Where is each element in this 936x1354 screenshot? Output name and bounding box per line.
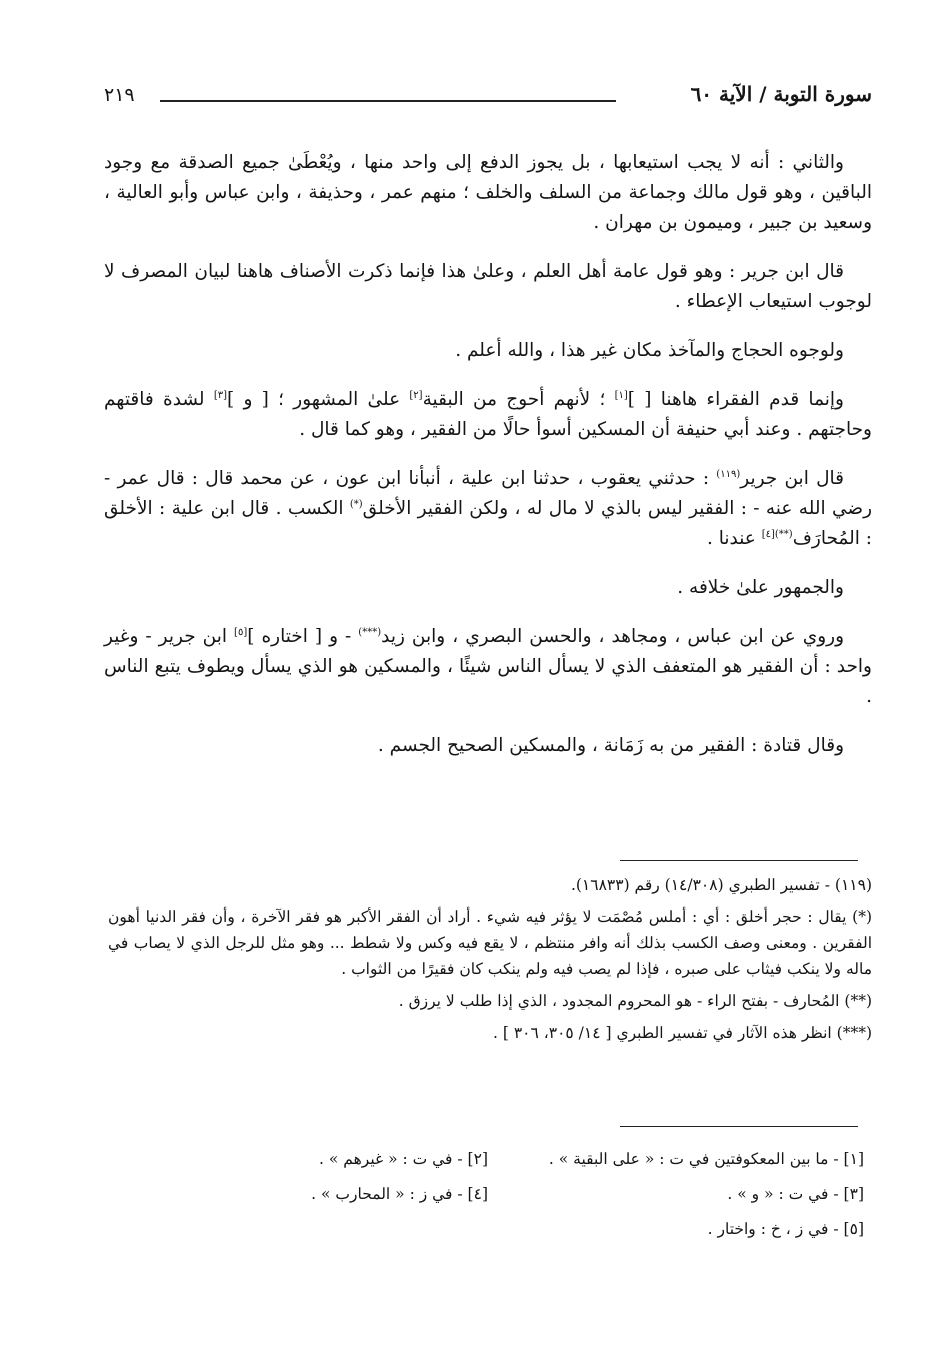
paragraph-7-text-b: - و [ اختاره ] [247, 626, 359, 647]
footnote-119: (١١٩) - تفسير الطبري (١٤/٣٠٨) رقم (١٦٨٣٣). [570, 876, 872, 894]
footnote-marker-triple-star: (***) [358, 626, 382, 638]
variant-marker-5: [٥] [234, 626, 248, 638]
footnote-double-star: (**) المُحارف - بفتح الراء - هو المحروم المجدود ، الذي إذا طلب لا يرزق . [398, 992, 872, 1010]
page-header [100, 78, 872, 114]
paragraph-3: ولوجوه الحجاج والمآخذ مكان غير هذا ، والله أعلم . [455, 340, 844, 361]
paragraph-5-text-a: قال ابن جرير [740, 468, 844, 489]
variant-2: [٢] - في ت : « غيرهم » . [319, 1150, 488, 1168]
paragraph-5-text-b: : حدثني يعقوب ، حدثنا ابن علية ، أنبأنا ابن عون ، عن محمد قال : قال عمر - رضي الله عنه - : الفقير ليس بالذي لا مال له ، ولكن الفقير الأخلق [104, 468, 872, 519]
paragraph-5 [104, 464, 872, 554]
paragraph-7 [104, 622, 872, 712]
paragraph-4 [104, 385, 872, 445]
footnote-triple-star: (***) انظر هذه الآثار في تفسير الطبري [ ١٤/ ٣٠٥، ٣٠٦ ] . [493, 1024, 872, 1042]
footnote-separator [620, 860, 858, 861]
paragraph-4-text-a: وإنما قدم الفقراء هاهنا [ ] [627, 389, 844, 410]
paragraph-4-text-d: لشدة فاقتهم وحاجتهم . وعند أبي حنيفة أن المسكين أسوأ حالًا من الفقير ، وهو كما قال . [104, 389, 872, 440]
variant-marker-2: [٢] [409, 389, 423, 401]
paragraph-7-text-a: وروي عن ابن عباس ، ومجاهد ، والحسن البصري ، وابن زيد [381, 626, 844, 647]
paragraph-5-text-d: عندنا . [706, 528, 762, 549]
page-number: ٢١٩ [104, 84, 135, 106]
footnotes [108, 872, 872, 1052]
variant-5: [٥] - في ز ، خ : واختار . [707, 1220, 864, 1238]
paragraph-2: قال ابن جرير : وهو قول عامة أهل العلم ، وعلىٰ هذا فإنما ذكرت الأصناف هاهنا لبيان المصرف لا لوجوب استيعاب الإعطاء . [104, 261, 872, 312]
variant-1: [١] - ما بين المعكوفتين في ت : « على البقية » . [548, 1150, 864, 1168]
paragraph-5-text-c: الكسب . قال ابن علية : الأخلق : المُحارَف [104, 498, 872, 549]
paragraph-7-text-c: ابن جرير - وغير واحد : أن الفقير هو المتعفف الذي لا يسأل الناس شيئًا ، والمسكين هو الذي يسأل ويطوف يتبع الناس . [104, 626, 872, 707]
main-text [104, 148, 872, 780]
footnote-marker-star: (*) [349, 498, 363, 510]
paragraph-8: وقال قتادة : الفقير من به زَمَانة ، والمسكين الصحيح الجسم . [377, 735, 844, 756]
footnote-marker-double-star: (**)[٤] [761, 528, 793, 540]
header-rule [160, 100, 616, 102]
running-title: سورة التوبة / الآية ٦٠ [690, 82, 872, 106]
paragraph-6: والجمهور علىٰ خلافه . [677, 577, 844, 598]
footnote-star: (*) يقال : حجر أخلق : أي : أملس مُصْمَت لا يؤثر فيه شيء . أراد أن الفقر الأكبر هو فقر الآخرة ، وأن فقر الدنيا أهون الفقرين . ومعنى وصف الكسب بذلك أنه وافر منتظم ، لا يقع فيه وكس ولا شطط ... وهو مثل للرجل الذي لا يصاب في ماله ولا ينكب فيثاب على صبره ، فإذا لم يصب فيه ولم ينكب كان فقيرًا من الثواب . [108, 908, 872, 978]
footnote-marker-119: (١١٩) [716, 468, 741, 480]
paragraph-1: والثاني : أنه لا يجب استيعابها ، بل يجوز الدفع إلى واحد منها ، ويُعْطَىٰ جميع الصدقة مع وجود الباقين ، وهو قول مالك وجماعة من السلف والخلف ؛ منهم عمر ، وحذيفة ، وابن عباس وأبو العالية ، وسعيد بن جبير ، وميمون بن مهران . [104, 152, 872, 233]
paragraph-4-text-b: ؛ لأنهم أحوج من البقية [422, 389, 615, 410]
variants-separator [620, 1126, 858, 1127]
variant-3: [٣] - في ت : « و » . [727, 1185, 864, 1203]
paragraph-4-text-c: علىٰ المشهور ؛ [ و ] [227, 389, 410, 410]
variant-marker-1: [١] [614, 389, 628, 401]
variant-4: [٤] - في ز : « المحارب » . [311, 1185, 488, 1203]
variant-marker-3: [٣] [213, 389, 227, 401]
